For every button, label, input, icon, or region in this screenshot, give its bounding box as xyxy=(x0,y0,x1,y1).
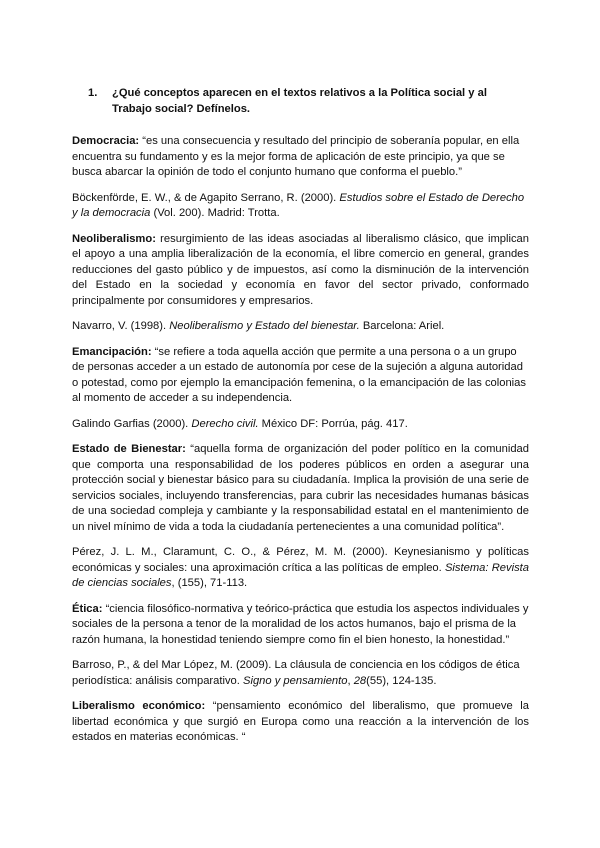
reference-title: Estudios sobre el Estado de Derecho y la democracia xyxy=(72,191,525,219)
definition-text: “ciencia filosófico-normativa y teórico-práctica que estudia los aspectos individuales y sociales de la persona a tenor de la moralidad de los actos humanos, bajo el prisma de la razón humana, la honestidad teniendo siempre como fin el bien honesto, la honestidad.” xyxy=(72,602,529,646)
definition-text: “es una consecuencia y resultado del principio de soberanía popular, en ella encuentra su fundamento y es la mejor forma de aplicación de este principio, ya que se busca abarcar la opinión de todo el conjunto humano que conforma el pueblo.” xyxy=(72,135,520,178)
term-label: Estado de Bienestar: xyxy=(72,443,186,455)
reference-democracia xyxy=(72,191,529,222)
definition-text: “se refiere a toda aquella acción que permite a una persona o a un grupo de personas acceder a un estado de autonomía por cese de la sujeción a alguna autoridad o potestad, como por ejemplo la emancipación femenina, o la emancipación de las colonias al momento de acceder a su independencia. xyxy=(72,345,526,404)
reference-details: , (155), 71-113. xyxy=(171,577,248,589)
reference-authors: Barroso, P., & del Mar López, M. (2009). La cláusula de conciencia en los códigos de ética periodística: análisis comparativo. xyxy=(72,659,520,687)
reference-title: Signo y pensamiento xyxy=(243,674,348,687)
term-label: Neoliberalismo: xyxy=(72,232,156,245)
reference-etica xyxy=(72,658,529,689)
term-label: Liberalismo económico: xyxy=(72,700,206,712)
reference-details: Barcelona: Ariel. xyxy=(359,320,445,332)
definition-text: resurgimiento de las ideas asociadas al liberalismo clásico, que implican el apoyo a una amplia liberalización de la economía, el libre comercio en general, grandes reducciones del gasto público y de impuestos, así como la disminución de la intervención del Estado en la sociedad y economía en favor del sector privado, conformado principalmente por consumidores y empresarios. xyxy=(72,232,529,307)
question-number: 1. xyxy=(88,87,98,99)
question-heading xyxy=(72,86,529,117)
definition-estado-de-bienestar xyxy=(72,442,529,535)
reference-details: (55), 124-135. xyxy=(366,674,437,687)
reference-neoliberalismo xyxy=(72,319,529,335)
reference-volume: 28 xyxy=(353,674,367,687)
definition-democracia xyxy=(72,134,529,181)
definition-neoliberalismo xyxy=(72,232,529,310)
term-label: Ética: xyxy=(72,602,103,615)
reference-authors: Pérez, J. L. M., Claramunt, C. O., & Pérez, M. M. (2000). Keynesianismo y políticas económicas y sociales: una aproximación crítica a las políticas de empleo. xyxy=(72,546,529,574)
reference-title: Derecho civil. xyxy=(191,417,259,430)
reference-authors: Böckenförde, E. W., & de Agapito Serrano, R. (2000). xyxy=(72,191,340,204)
definition-text: “pensamiento económico del liberalismo, que promueve la libertad económica y que surgió en Europa como una reacción a la intervención de los estados en materias económicas. “ xyxy=(72,700,529,743)
reference-emancipacion xyxy=(72,417,529,433)
definition-liberalismo-economico xyxy=(72,699,529,746)
reference-details: México DF: Porrúa, pág. 417. xyxy=(258,417,408,430)
reference-authors: Galindo Garfias (2000). xyxy=(72,417,192,430)
definition-emancipacion xyxy=(72,345,529,407)
definition-etica xyxy=(72,602,529,649)
reference-authors: Navarro, V. (1998). xyxy=(72,320,170,332)
term-label: Democracia: xyxy=(72,135,140,147)
question-text: ¿Qué conceptos aparecen en el textos relativos a la Política social y al Trabajo social? Defínelos. xyxy=(112,87,487,115)
reference-separator: , xyxy=(347,674,354,687)
reference-estado-de-bienestar xyxy=(72,545,529,592)
reference-title: Neoliberalismo y Estado del bienestar. xyxy=(169,320,360,332)
term-label: Emancipación: xyxy=(72,345,152,358)
definition-text: “aquella forma de organización del poder político en la comunidad que comporta una responsabilidad de los poderes públicos en orden a asegurar una protección social y bienestar básico para su ciudadanía. Implica la provisión de una serie de servicios sociales, incluyendo transferencias, para cubrir las necesidades humanas básicas de una sociedad compleja y cambiante y la responsabilidad estatal en el mantenimiento de un nivel mínimo de vida a toda la ciudadanía pertenecientes a una comunidad política”. xyxy=(72,443,529,533)
document-page xyxy=(72,86,529,756)
reference-title: Sistema: Revista de ciencias sociales xyxy=(72,561,530,589)
reference-details: (Vol. 200). Madrid: Trotta. xyxy=(150,207,280,219)
